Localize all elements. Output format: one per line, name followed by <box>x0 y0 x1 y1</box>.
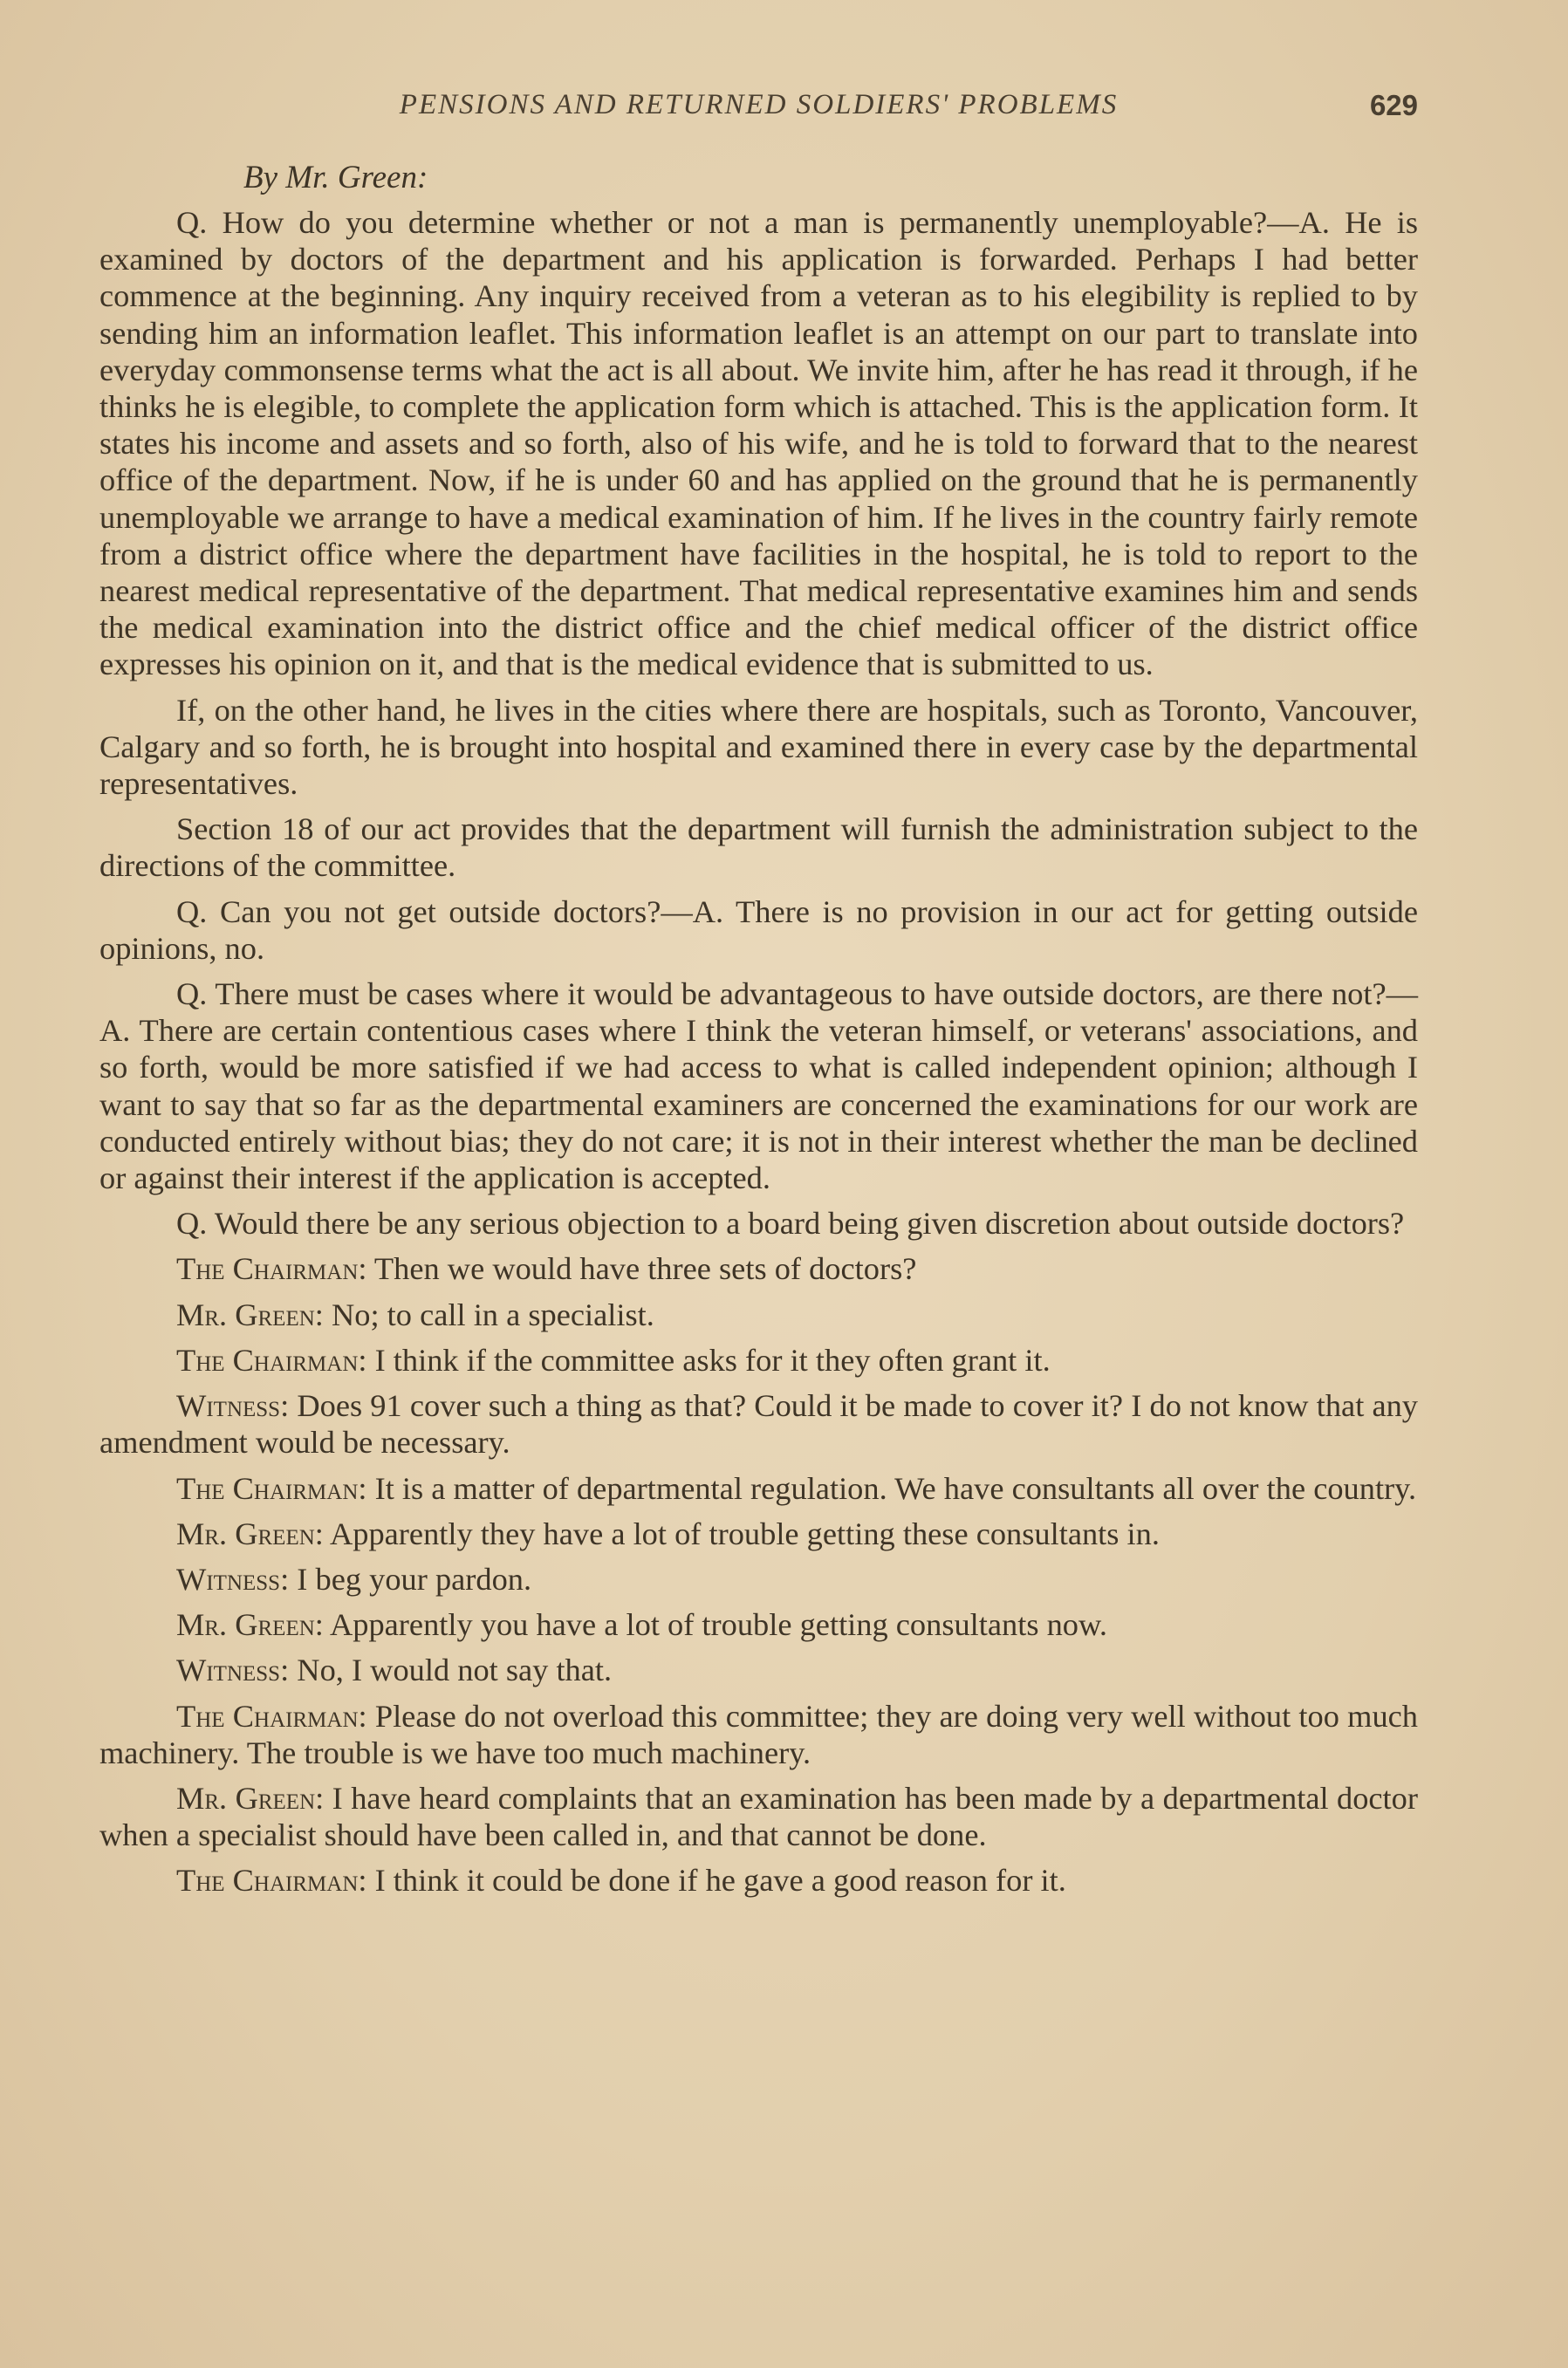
speaker-heading: By Mr. Green: <box>243 160 428 195</box>
dialogue-16: The Chairman: Please do not overload this committee; they are doing very well without too much machinery. The trouble is we have too much machinery. <box>99 1698 1418 1770</box>
speaker-name: Witness: <box>176 1653 290 1688</box>
paragraph-6: Q. Would there be any serious objection to a board being given discretion about outside doctors? <box>176 1206 1405 1242</box>
speaker-name: Mr. Green: <box>176 1516 324 1551</box>
dialogue-14: Mr. Green: Apparently you have a lot of trouble getting consultants now. <box>176 1607 1108 1643</box>
dialogue-10: Witness: Does 91 cover such a thing as that? Could it be made to cover it? I do not know that any amendment would be necessary. <box>99 1388 1418 1461</box>
paragraph-1: Q. How do you determine whether or not a man is permanently unemployable?—A. He is examined by doctors of the department and his application is forwarded. Perhaps I had better commence at the beginning. Any inquiry received from a veteran as to his elegibility is replied to by sending him an information leaflet. This information leaflet is an attempt on our part to translate into everyday commonsense terms what the act is all about. We invite him, after he has read it through, if he thinks he is elegible, to complete the application form which is attached. This is the application form. It states his income and assets and so forth, also of his wife, and he is told to forward that to the nearest office of the department. Now, if he is under 60 and has applied on the ground that he is permanently unemployable we arrange to have a medical examination of him. If he lives in the country fairly remote from a district office where the department have facilities in the hospital, he is told to report to the nearest medical representative of the department. That medical representative examines him and sends the medical examination into the district office and the chief medical officer of the district office expresses his opinion on it, and that is the medical evidence that is submitted to us. <box>99 205 1418 682</box>
dialogue-7: The Chairman: Then we would have three sets of doctors? <box>176 1251 917 1287</box>
running-head: PENSIONS AND RETURNED SOLDIERS' PROBLEMS <box>399 89 1119 120</box>
body-text <box>99 159 1418 1908</box>
page-header <box>99 89 1418 133</box>
page-number: 629 <box>1369 89 1418 121</box>
speaker-name: Mr. Green: <box>176 1607 324 1643</box>
dialogue-12: Mr. Green: Apparently they have a lot of trouble getting these consultants in. <box>176 1516 1160 1551</box>
speaker-name: The Chairman: <box>176 1470 367 1506</box>
dialogue-17: Mr. Green: I have heard complaints that an examination has been made by a departmental doctor when a specialist should have been called in, and that cannot be done. <box>99 1780 1418 1853</box>
speaker-name: Mr. Green: <box>176 1780 325 1816</box>
speaker-name: Witness: <box>176 1561 290 1597</box>
dialogue-13: Witness: I beg your pardon. <box>176 1561 532 1597</box>
paragraph-2: If, on the other hand, he lives in the cities where there are hospitals, such as Toronto, Vancouver, Calgary and so forth, he is brought into hospital and examined there in every case by the departmental representatives. <box>99 692 1418 802</box>
dialogue-18: The Chairman: I think it could be done if he gave a good reason for it. <box>176 1863 1066 1899</box>
speaker-name: The Chairman: <box>176 1863 367 1899</box>
dialogue-15: Witness: No, I would not say that. <box>176 1653 613 1688</box>
speaker-name: The Chairman: <box>176 1698 367 1734</box>
paragraph-4: Q. Can you not get outside doctors?—A. There is no provision in our act for getting outside opinions, no. <box>99 893 1418 966</box>
speaker-name: The Chairman: <box>176 1342 367 1378</box>
dialogue-9: The Chairman: I think if the committee asks for it they often grant it. <box>176 1342 1051 1378</box>
speaker-name: Witness: <box>176 1388 290 1424</box>
dialogue-8: Mr. Green: No; to call in a specialist. <box>176 1297 654 1332</box>
speaker-name: The Chairman: <box>176 1251 367 1287</box>
paragraph-3: Section 18 of our act provides that the department will furnish the administration subject to the directions of the committee. <box>99 811 1418 884</box>
speaker-name: Mr. Green: <box>176 1297 324 1332</box>
dialogue-11: The Chairman: It is a matter of departmental regulation. We have consultants all over the country. <box>176 1470 1417 1506</box>
paragraph-5: Q. There must be cases where it would be advantageous to have outside doctors, are there not?—A. There are certain contentious cases where I think the veteran himself, or veterans' associations, and so forth, would be more satisfied if we had access to what is called independent opinion; although I want to say that so far as the departmental examiners are concerned the examinations for our work are conducted entirely without bias; they do not care; it is not in their interest whether the man be declined or against their interest if the application is accepted. <box>99 976 1418 1196</box>
